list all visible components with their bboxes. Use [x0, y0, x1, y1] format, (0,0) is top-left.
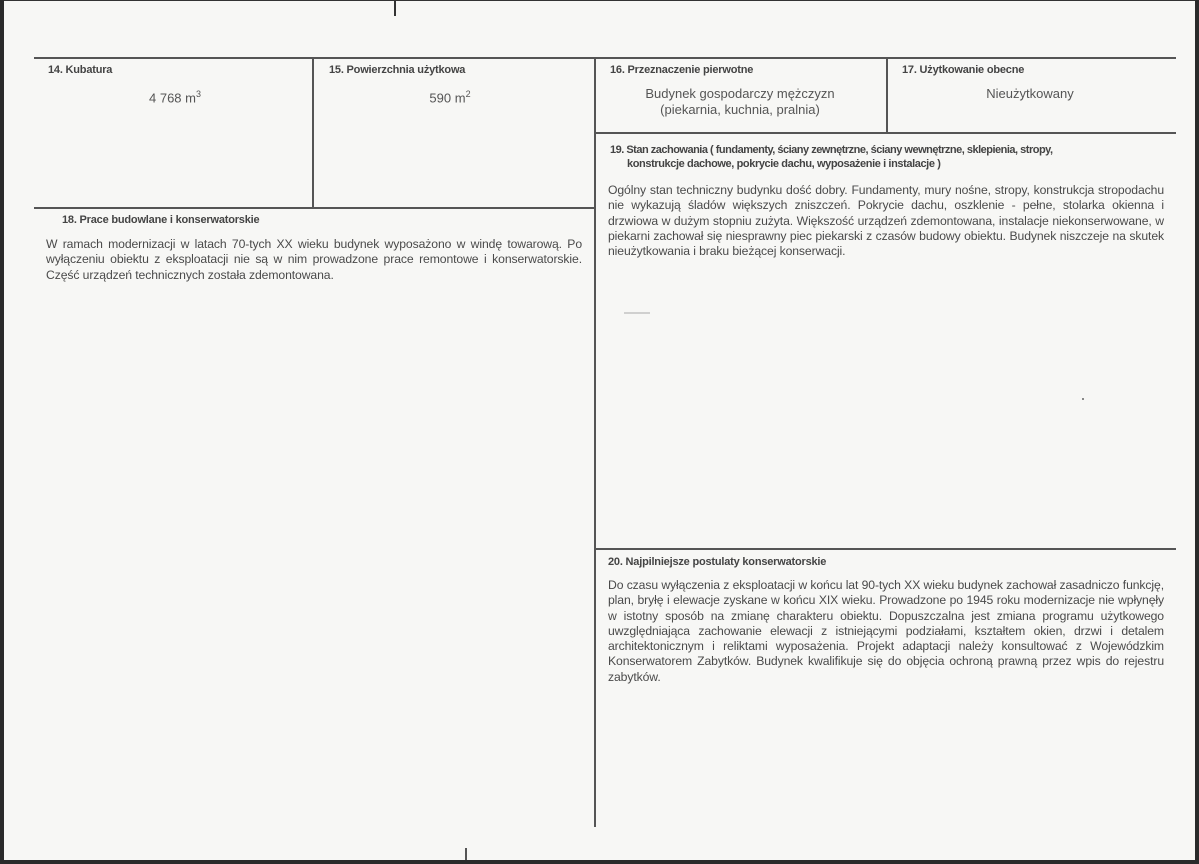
- rule-above-19: [594, 132, 1176, 134]
- field-14-label: 14. Kubatura: [48, 64, 113, 76]
- field-16-value-line2: (piekarnia, kuchnia, pralnia): [660, 102, 820, 117]
- field-20-text: Do czasu wyłączenia z eksploatacji w końcu lat 90-tych XX wieku budynek zachował zasadniczo funkcję, plan, bryłę i elewacje zyskane w końcu XIX wieku. Prowadzone po 1945 roku modernizacje nie wpłynęły w istotny sposób na zmianę charakteru obiektu. Dopuszczalna jest zmiana programu użytkowego uwzględniająca zachowanie elewacji z istniejącymi podziałami, kształtem okien, drzwi i detalem architektonicznym i reliktami wyposażenia. Projekt adaptacji należy konsultować z Wojewódzkim Konserwatorem Zabytków. Budynek kwalifikuje się do objęcia ochroną prawną przez wpis do rejestru zabytków.: [608, 578, 1164, 684]
- field-15-unit-exponent: 2: [465, 89, 471, 99]
- form-top-rule: [34, 57, 1176, 59]
- field-20-label: 20. Najpilniejsze postulaty konserwatorskie: [608, 556, 827, 568]
- scan-right-edge: [1195, 0, 1199, 864]
- field-19-label-line2: konstrukcje dachowe, pokrycie dachu, wyposażenie i instalacje ): [627, 158, 941, 170]
- field-14-unit-exponent: 3: [195, 89, 201, 99]
- scan-smudge: [624, 312, 650, 314]
- field-15-number: 590 m: [429, 90, 466, 106]
- field-14-value: [120, 86, 230, 106]
- divider-16-17: [886, 57, 888, 133]
- field-15-label: 15. Powierzchnia użytkowa: [329, 64, 466, 76]
- field-16-label: 16. Przeznaczenie pierwotne: [610, 64, 754, 76]
- field-16-value-line1: Budynek gospodarczy mężczyzn: [645, 86, 835, 101]
- fold-mark-top: [394, 0, 396, 16]
- field-17-value: Nieużytkowany: [986, 86, 1074, 101]
- field-14-number: 4 768 m: [149, 90, 196, 106]
- page-top-edge: [0, 0, 1199, 1]
- rule-above-20: [594, 548, 1176, 550]
- fold-mark-bottom: [465, 848, 467, 860]
- field-17-label: 17. Użytkowanie obecne: [902, 64, 1025, 76]
- field-18-text: W ramach modernizacji w latach 70-tych XX wieku budynek wyposażono w windę towarową. Po wyłączeniu obiektu z eksploatacji nie są w nim prowadzone prace remontowe i konserwatorskie. Część urządzeń technicznych została zdemontowana.: [46, 237, 582, 282]
- rule-above-18: [34, 207, 596, 209]
- scan-speck: [1082, 398, 1084, 400]
- divider-14-15: [312, 57, 314, 208]
- field-19-label-line1: 19. Stan zachowania ( fundamenty, ściany zewnętrzne, ściany wewnętrzne, sklepienia, stropy,: [610, 144, 1053, 156]
- field-15-value: [410, 86, 490, 106]
- divider-main-column: [594, 57, 596, 827]
- scan-bottom-edge: [0, 860, 1199, 864]
- scan-left-edge: [0, 0, 4, 864]
- field-18-label: 18. Prace budowlane i konserwatorskie: [62, 214, 260, 226]
- field-19-text: Ogólny stan techniczny budynku dość dobry. Fundamenty, mury nośne, stropy, konstrukcja stropodachu nie wykazują śladów większych zniszczeń. Pokrycie dachu, oszklenie - pełne, stolarka okienna i drzwiowa w dużym stopniu zużyta. Większość urządzeń zdemontowana, instalacje niekonserwowane, w piekarni zachował się niesprawny piec piekarski z czasów budowy obiektu. Budynek niszczeje na skutek nieużytkowania i braku bieżącej konserwacji.: [608, 183, 1164, 259]
- field-16-value: [600, 86, 880, 118]
